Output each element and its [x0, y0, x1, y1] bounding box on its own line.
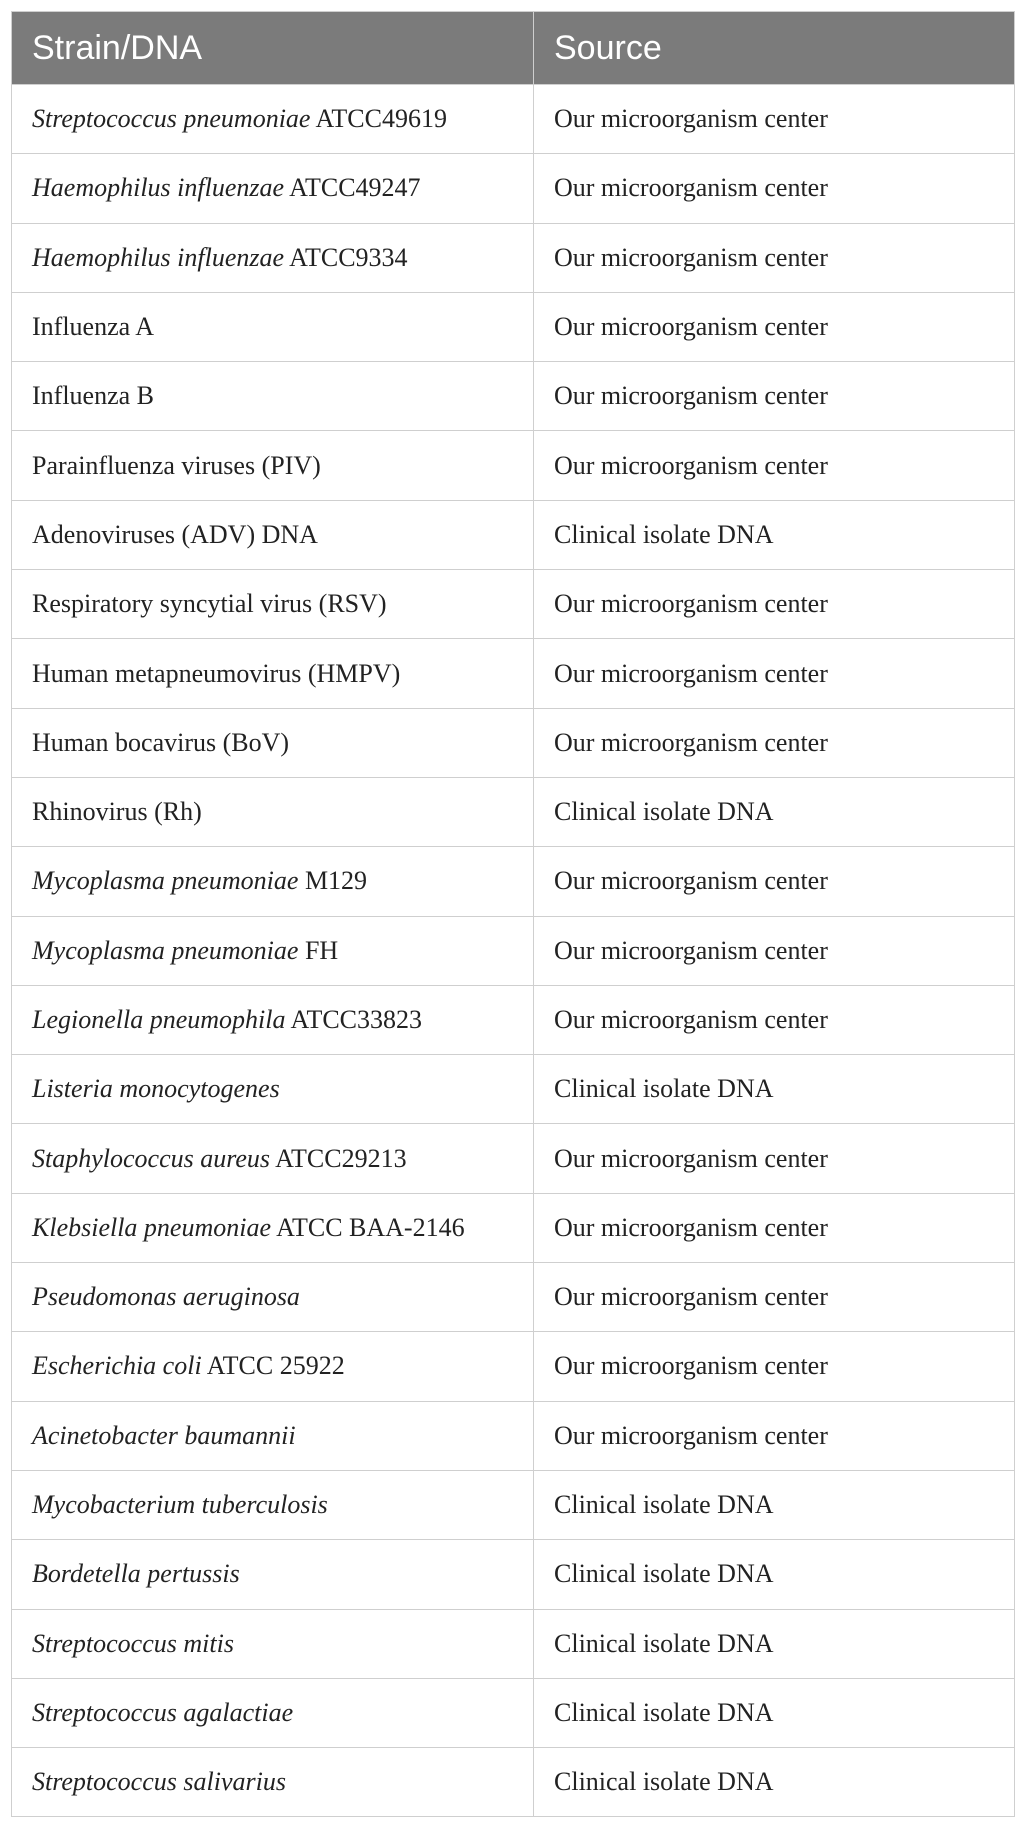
table-row — [12, 1263, 1015, 1332]
source-cell: Our microorganism center — [534, 1332, 1015, 1401]
table-row — [12, 708, 1015, 777]
table-row — [12, 639, 1015, 708]
table-row — [12, 1678, 1015, 1747]
table-row — [12, 1540, 1015, 1609]
strain-name-italic: Haemophilus influenzae — [32, 242, 285, 272]
strain-name-detail: Influenza A — [32, 312, 155, 342]
strain-name-cell — [12, 1263, 534, 1332]
strain-name-cell — [12, 431, 534, 500]
strain-name-italic: Haemophilus influenzae — [32, 173, 285, 203]
strain-name-detail: Parainfluenza viruses (PIV) — [32, 450, 321, 480]
table-row — [12, 1470, 1015, 1539]
table-row — [12, 431, 1015, 500]
strain-name-italic: Mycoplasma pneumoniae — [32, 935, 299, 965]
strain-name-cell — [12, 1748, 534, 1817]
table-body — [12, 85, 1015, 1817]
source-cell: Our microorganism center — [534, 847, 1015, 916]
strain-name-detail: ATCC9334 — [284, 242, 408, 272]
strain-name-cell — [12, 292, 534, 361]
table-row — [12, 1055, 1015, 1124]
strain-name-detail: Adenoviruses (ADV) DNA — [32, 519, 318, 549]
strain-name-italic: Streptococcus mitis — [32, 1628, 234, 1658]
strain-name-italic: Acinetobacter baumannii — [32, 1420, 296, 1450]
strain-name-italic: Streptococcus agalactiae — [32, 1697, 294, 1727]
strain-name-italic: Staphylococcus aureus — [32, 1143, 271, 1173]
header-source: Source — [534, 12, 1015, 85]
strain-name-cell — [12, 1055, 534, 1124]
strain-name-italic: Escherichia coli — [32, 1351, 202, 1381]
source-cell: Our microorganism center — [534, 639, 1015, 708]
strain-name-detail: M129 — [298, 866, 368, 896]
strain-name-cell — [12, 85, 534, 154]
strain-name-cell — [12, 708, 534, 777]
table-row — [12, 1193, 1015, 1262]
source-cell: Clinical isolate DNA — [534, 1748, 1015, 1817]
strain-name-cell — [12, 1193, 534, 1262]
strain-name-detail: ATCC49619 — [310, 104, 447, 134]
strain-name-italic: Bordetella pertussis — [32, 1559, 240, 1589]
strain-name-detail: ATCC33823 — [285, 1005, 423, 1034]
strain-name-cell — [12, 1332, 534, 1401]
table-row — [12, 500, 1015, 569]
strain-name-italic: Streptococcus pneumoniae — [32, 104, 311, 134]
source-cell: Our microorganism center — [534, 362, 1015, 431]
strain-name-cell — [12, 223, 534, 292]
table-row — [12, 1124, 1015, 1193]
strain-name-detail: Respiratory syncytial virus (RSV) — [32, 589, 387, 619]
strain-name-cell — [12, 1678, 534, 1747]
source-cell: Clinical isolate DNA — [534, 1678, 1015, 1747]
source-cell: Clinical isolate DNA — [534, 1055, 1015, 1124]
table-row — [12, 777, 1015, 846]
source-cell: Our microorganism center — [534, 985, 1015, 1054]
source-cell: Our microorganism center — [534, 570, 1015, 639]
strain-name-italic: Mycoplasma pneumoniae — [32, 866, 299, 896]
table-row — [12, 916, 1015, 985]
source-cell: Our microorganism center — [534, 916, 1015, 985]
source-cell: Clinical isolate DNA — [534, 500, 1015, 569]
source-cell: Our microorganism center — [534, 1193, 1015, 1262]
strain-name-cell — [12, 1470, 534, 1539]
source-cell: Clinical isolate DNA — [534, 1609, 1015, 1678]
table-row — [12, 1332, 1015, 1401]
strain-name-cell — [12, 362, 534, 431]
table-row — [12, 1401, 1015, 1470]
strain-table-container — [11, 11, 1014, 1817]
strain-name-cell — [12, 154, 534, 223]
table-row — [12, 223, 1015, 292]
source-cell: Our microorganism center — [534, 154, 1015, 223]
strain-name-italic: Mycobacterium tuberculosis — [32, 1490, 328, 1520]
source-cell: Our microorganism center — [534, 1124, 1015, 1193]
strain-name-cell — [12, 1540, 534, 1609]
table-row — [12, 85, 1015, 154]
source-cell: Our microorganism center — [534, 1401, 1015, 1470]
header-row — [12, 12, 1015, 85]
strain-name-cell — [12, 570, 534, 639]
strain-name-detail: Influenza B — [32, 381, 155, 411]
table-header — [12, 12, 1015, 85]
source-cell: Clinical isolate DNA — [534, 777, 1015, 846]
strain-name-cell — [12, 777, 534, 846]
table-row — [12, 1609, 1015, 1678]
strain-name-cell — [12, 639, 534, 708]
strain-name-detail: Human metapneumovirus (HMPV) — [32, 658, 401, 688]
source-cell: Our microorganism center — [534, 708, 1015, 777]
strain-name-detail: Rhinovirus (Rh) — [32, 797, 202, 827]
strain-name-italic: Listeria monocytogenes — [32, 1074, 280, 1104]
table-row — [12, 154, 1015, 223]
strain-name-cell — [12, 847, 534, 916]
strain-name-detail: Human bocavirus (BoV) — [32, 727, 290, 757]
strain-name-cell — [12, 985, 534, 1054]
table-row — [12, 292, 1015, 361]
strain-name-cell — [12, 916, 534, 985]
strain-name-italic: Legionella pneumophila — [32, 1005, 286, 1034]
table-row — [12, 1748, 1015, 1817]
strain-name-detail: ATCC 25922 — [201, 1351, 345, 1381]
source-cell: Clinical isolate DNA — [534, 1470, 1015, 1539]
source-cell: Our microorganism center — [534, 223, 1015, 292]
table-row — [12, 847, 1015, 916]
strain-name-cell — [12, 1124, 534, 1193]
strain-name-detail: ATCC49247 — [284, 173, 421, 203]
source-cell: Our microorganism center — [534, 431, 1015, 500]
strain-name-italic: Klebsiella pneumoniae — [32, 1212, 272, 1242]
strain-name-detail: FH — [298, 935, 339, 965]
table-row — [12, 985, 1015, 1054]
source-cell: Our microorganism center — [534, 1263, 1015, 1332]
strain-source-table — [11, 11, 1015, 1817]
source-cell: Clinical isolate DNA — [534, 1540, 1015, 1609]
source-cell: Our microorganism center — [534, 292, 1015, 361]
table-row — [12, 570, 1015, 639]
strain-name-detail: ATCC BAA-2146 — [271, 1212, 465, 1242]
table-row — [12, 362, 1015, 431]
strain-name-detail: ATCC29213 — [270, 1143, 407, 1173]
strain-name-cell — [12, 1401, 534, 1470]
strain-name-italic: Streptococcus salivarius — [32, 1767, 286, 1797]
strain-name-cell — [12, 1609, 534, 1678]
header-strain-dna: Strain/DNA — [12, 12, 534, 85]
source-cell: Our microorganism center — [534, 85, 1015, 154]
strain-name-cell — [12, 500, 534, 569]
strain-name-italic: Pseudomonas aeruginosa — [32, 1282, 300, 1312]
